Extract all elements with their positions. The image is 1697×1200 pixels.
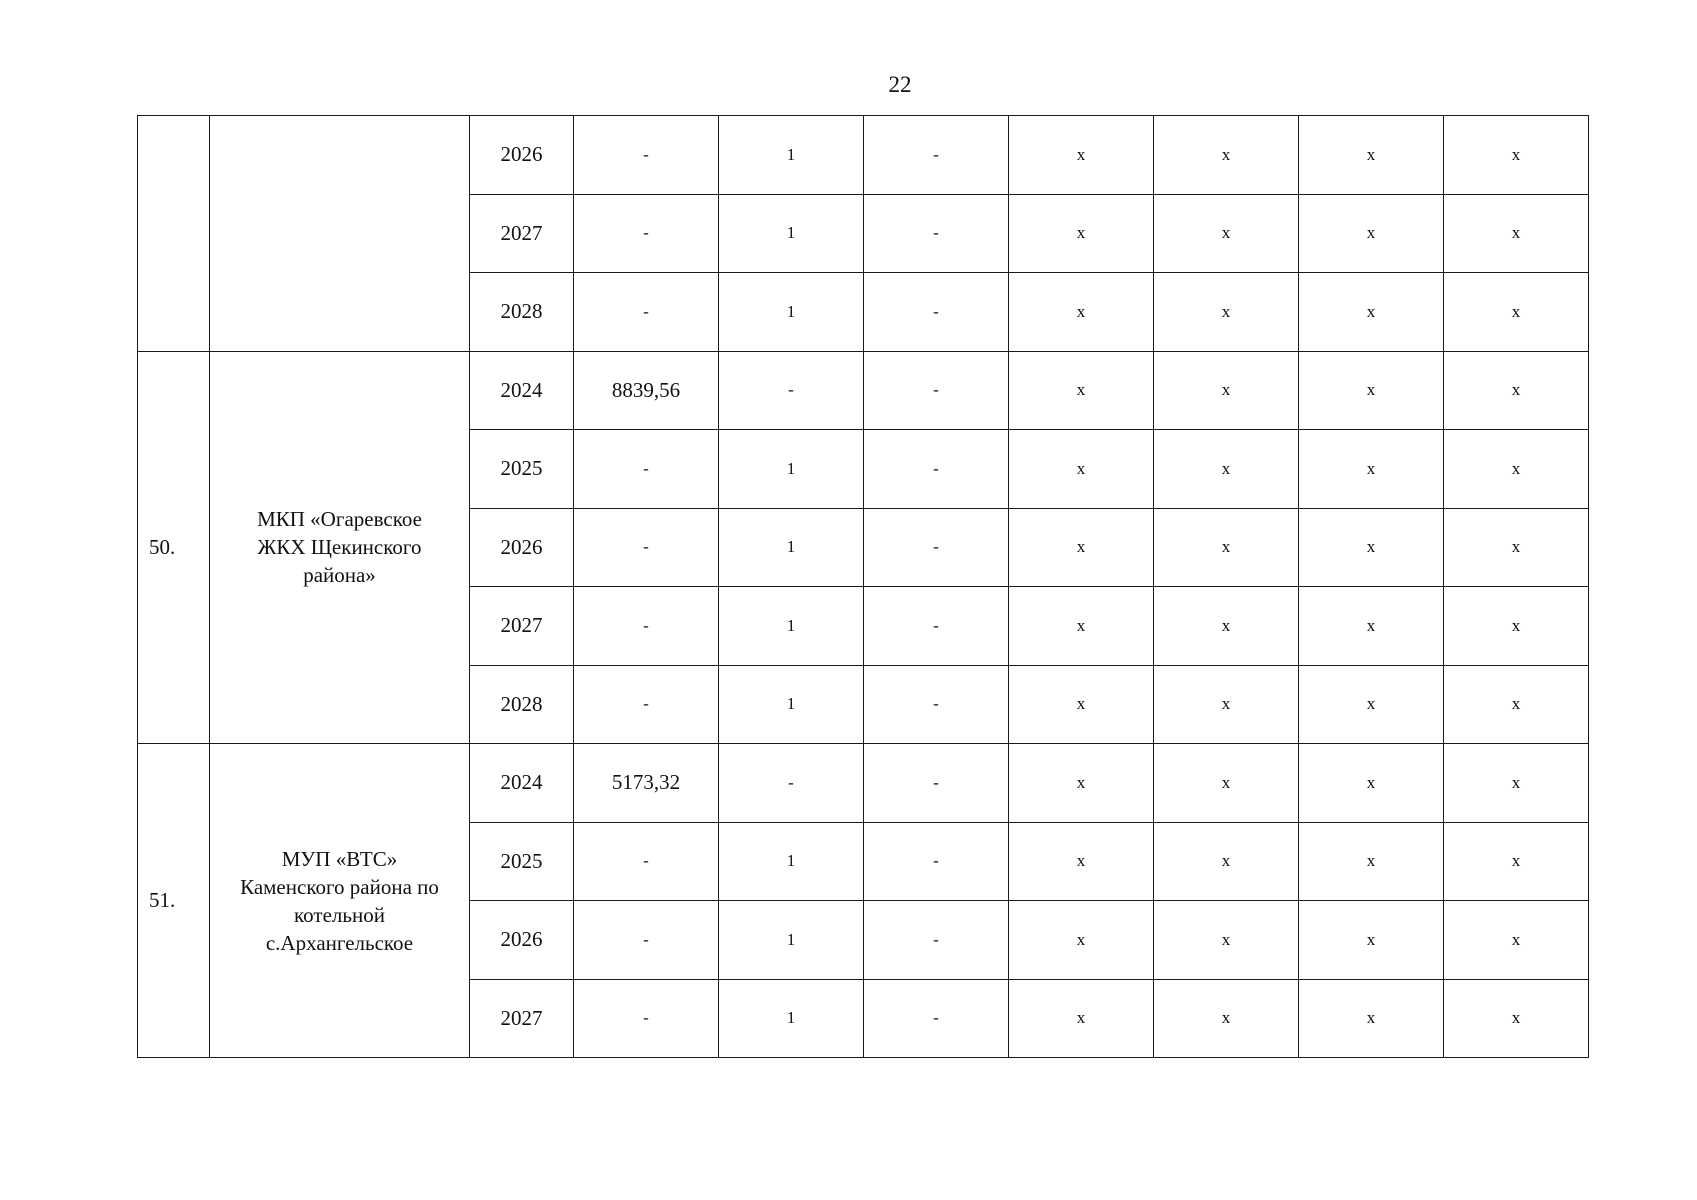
value-cell-c1: - (574, 822, 719, 901)
row-number-cell: 50. (138, 351, 210, 744)
value-cell-c1: - (574, 273, 719, 352)
value-cell-c5: x (1154, 587, 1299, 666)
year-cell: 2027 (470, 587, 574, 666)
value-cell-c2: 1 (719, 587, 864, 666)
year-cell: 2026 (470, 901, 574, 980)
value-cell-c4: x (1009, 665, 1154, 744)
value-cell-c4: x (1009, 351, 1154, 430)
year-cell: 2026 (470, 116, 574, 195)
value-cell-c4: x (1009, 273, 1154, 352)
value-cell-c3: - (864, 508, 1009, 587)
year-cell: 2024 (470, 744, 574, 823)
value-cell-c6: x (1299, 665, 1444, 744)
value-cell-c4: x (1009, 587, 1154, 666)
value-cell-c6: x (1299, 901, 1444, 980)
value-cell-c3: - (864, 822, 1009, 901)
value-cell-c5: x (1154, 116, 1299, 195)
year-cell: 2025 (470, 822, 574, 901)
value-cell-c4: x (1009, 901, 1154, 980)
value-cell-c5: x (1154, 744, 1299, 823)
value-cell-c4: x (1009, 194, 1154, 273)
value-cell-c1: - (574, 665, 719, 744)
value-cell-c3: - (864, 665, 1009, 744)
value-cell-c3: - (864, 430, 1009, 509)
value-cell-c2: 1 (719, 901, 864, 980)
organization-name-line: Каменского района по (240, 874, 439, 899)
value-cell-c5: x (1154, 430, 1299, 509)
value-cell-c5: x (1154, 901, 1299, 980)
value-cell-c1: - (574, 430, 719, 509)
year-cell: 2028 (470, 665, 574, 744)
value-cell-c7: x (1444, 116, 1589, 195)
value-cell-c2: 1 (719, 273, 864, 352)
value-cell-c4: x (1009, 508, 1154, 587)
row-number-cell (138, 116, 210, 352)
value-cell-c5: x (1154, 351, 1299, 430)
value-cell-c6: x (1299, 979, 1444, 1058)
value-cell-c3: - (864, 116, 1009, 195)
value-cell-c1: - (574, 587, 719, 666)
value-cell-c4: x (1009, 430, 1154, 509)
organization-name-cell (210, 744, 470, 1058)
value-cell-c5: x (1154, 665, 1299, 744)
value-cell-c5: x (1154, 508, 1299, 587)
value-cell-c6: x (1299, 351, 1444, 430)
data-table (137, 115, 1589, 1058)
value-cell-c7: x (1444, 351, 1589, 430)
value-cell-c2: - (719, 744, 864, 823)
value-cell-c6: x (1299, 822, 1444, 901)
table-body (138, 116, 1589, 1058)
table-row (138, 744, 1589, 823)
year-cell: 2026 (470, 508, 574, 587)
value-cell-c2: - (719, 351, 864, 430)
value-cell-c4: x (1009, 116, 1154, 195)
value-cell-c6: x (1299, 744, 1444, 823)
value-cell-c3: - (864, 744, 1009, 823)
value-cell-c6: x (1299, 587, 1444, 666)
value-cell-c3: - (864, 901, 1009, 980)
value-cell-c2: 1 (719, 116, 864, 195)
organization-name-line: с.Архангельское (265, 930, 414, 955)
value-cell-c2: 1 (719, 430, 864, 509)
value-cell-c5: x (1154, 822, 1299, 901)
value-cell-c2: 1 (719, 194, 864, 273)
organization-name-line: МУП «ВТС» (281, 846, 398, 871)
value-cell-c1: - (574, 508, 719, 587)
value-cell-c7: x (1444, 430, 1589, 509)
value-cell-c1: - (574, 194, 719, 273)
organization-name-line: котельной (294, 902, 385, 927)
value-cell-c5: x (1154, 979, 1299, 1058)
organization-name-line: района» (303, 563, 376, 588)
value-cell-c1: - (574, 901, 719, 980)
organization-name-cell (210, 116, 470, 352)
table-row (138, 116, 1589, 195)
value-cell-c7: x (1444, 273, 1589, 352)
row-number-cell: 51. (138, 744, 210, 1058)
value-cell-c7: x (1444, 587, 1589, 666)
value-cell-c7: x (1444, 979, 1589, 1058)
value-cell-c3: - (864, 194, 1009, 273)
value-cell-c6: x (1299, 508, 1444, 587)
value-cell-c2: 1 (719, 822, 864, 901)
organization-name-cell (210, 351, 470, 744)
organization-name-line: МКП «Огаревское (257, 507, 422, 532)
value-cell-c1: 8839,56 (574, 351, 719, 430)
year-cell: 2025 (470, 430, 574, 509)
value-cell-c6: x (1299, 430, 1444, 509)
value-cell-c1: 5173,32 (574, 744, 719, 823)
value-cell-c7: x (1444, 822, 1589, 901)
value-cell-c1: - (574, 979, 719, 1058)
value-cell-c6: x (1299, 273, 1444, 352)
value-cell-c2: 1 (719, 508, 864, 587)
year-cell: 2024 (470, 351, 574, 430)
value-cell-c3: - (864, 273, 1009, 352)
value-cell-c5: x (1154, 194, 1299, 273)
table-row (138, 351, 1589, 430)
year-cell: 2027 (470, 979, 574, 1058)
value-cell-c4: x (1009, 744, 1154, 823)
year-cell: 2027 (470, 194, 574, 273)
value-cell-c4: x (1009, 979, 1154, 1058)
value-cell-c7: x (1444, 901, 1589, 980)
page-number: 22 (888, 72, 912, 97)
value-cell-c7: x (1444, 194, 1589, 273)
value-cell-c7: x (1444, 744, 1589, 823)
value-cell-c3: - (864, 979, 1009, 1058)
value-cell-c6: x (1299, 116, 1444, 195)
value-cell-c6: x (1299, 194, 1444, 273)
value-cell-c4: x (1009, 822, 1154, 901)
value-cell-c3: - (864, 587, 1009, 666)
value-cell-c5: x (1154, 273, 1299, 352)
value-cell-c7: x (1444, 665, 1589, 744)
value-cell-c2: 1 (719, 665, 864, 744)
value-cell-c3: - (864, 351, 1009, 430)
value-cell-c1: - (574, 116, 719, 195)
value-cell-c7: x (1444, 508, 1589, 587)
organization-name-line: ЖКХ Щекинского (257, 535, 422, 560)
year-cell: 2028 (470, 273, 574, 352)
value-cell-c2: 1 (719, 979, 864, 1058)
